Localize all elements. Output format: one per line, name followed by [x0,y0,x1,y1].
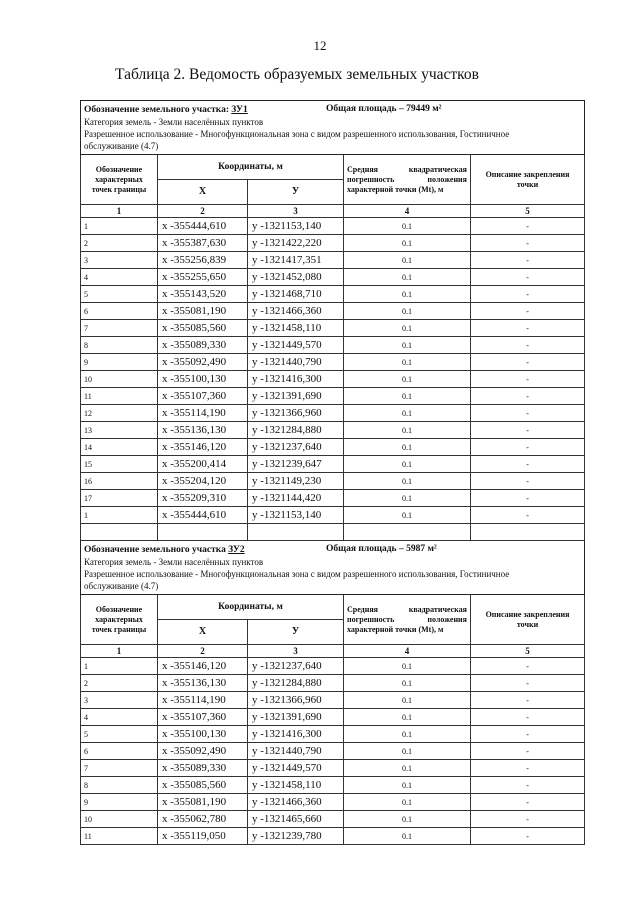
y-coordinate: y -1321449,570 [248,760,344,777]
table-row [81,811,585,828]
x-coordinate: x -355444,610 [158,218,248,235]
error-value: 0.1 [344,473,471,490]
error-value: 0.1 [344,726,471,743]
fixing-description: - [471,422,585,439]
error-value: 0.1 [344,490,471,507]
point-number: 9 [81,794,158,811]
fixing-description: - [471,269,585,286]
fixing-description: - [471,743,585,760]
point-number: 7 [81,320,158,337]
fixing-description: - [471,794,585,811]
x-coordinate: x -355256,839 [158,252,248,269]
header-coords: Координаты, м [158,155,344,180]
page-number: 12 [313,38,327,53]
point-number: 8 [81,337,158,354]
fixing-description: - [471,726,585,743]
y-coordinate: y -1321458,110 [248,777,344,794]
y-coordinate: y -1321153,140 [248,507,344,524]
fixing-description: - [471,337,585,354]
error-value: 0.1 [344,269,471,286]
table-row [81,269,585,286]
column-number: 5 [471,205,585,218]
x-coordinate: x -355136,130 [158,422,248,439]
fixing-description: - [471,811,585,828]
x-coordinate: x -355444,610 [158,507,248,524]
header-desc: Описание закрепления точки [471,155,585,205]
parcel-info-row [81,541,585,595]
column-number: 1 [81,205,158,218]
error-value: 0.1 [344,371,471,388]
error-value: 0.1 [344,388,471,405]
fixing-description: - [471,320,585,337]
column-numbers-row [81,645,585,658]
y-coordinate: y -1321440,790 [248,743,344,760]
y-coordinate: y -1321237,640 [248,658,344,675]
error-value: 0.1 [344,794,471,811]
error-value: 0.1 [344,456,471,473]
error-value: 0.1 [344,303,471,320]
point-number: 12 [81,405,158,422]
point-number: 6 [81,303,158,320]
error-value: 0.1 [344,422,471,439]
fixing-description: - [471,709,585,726]
point-number: 5 [81,726,158,743]
x-coordinate: x -355100,130 [158,371,248,388]
error-value: 0.1 [344,811,471,828]
y-coordinate: y -1321391,690 [248,709,344,726]
y-coordinate: y -1321366,960 [248,405,344,422]
table-row [81,726,585,743]
column-number: 3 [248,645,344,658]
header-y: У [248,620,344,645]
table-row [81,675,585,692]
error-value: 0.1 [344,743,471,760]
x-coordinate: x -355089,330 [158,337,248,354]
fixing-description: - [471,218,585,235]
table-title: Таблица 2. Ведомость образуемых земельных участков [115,66,479,83]
x-coordinate: x -355146,120 [158,439,248,456]
y-coordinate: y -1321466,360 [248,303,344,320]
x-coordinate: x -355200,414 [158,456,248,473]
point-number: 6 [81,743,158,760]
x-coordinate: x -355114,190 [158,405,248,422]
fixing-description: - [471,507,585,524]
point-number: 3 [81,692,158,709]
error-value: 0.1 [344,777,471,794]
point-number: 14 [81,439,158,456]
column-number: 1 [81,645,158,658]
point-number: 1 [81,658,158,675]
x-coordinate: x -355107,360 [158,388,248,405]
table-row [81,760,585,777]
header-x: X [158,620,248,645]
column-number: 4 [344,205,471,218]
y-coordinate: y -1321449,570 [248,337,344,354]
y-coordinate: y -1321366,960 [248,692,344,709]
error-value: 0.1 [344,709,471,726]
table-row [81,235,585,252]
point-number: 3 [81,252,158,269]
x-coordinate: x -355089,330 [158,760,248,777]
table-row [81,777,585,794]
y-coordinate: y -1321422,220 [248,235,344,252]
x-coordinate: x -355209,310 [158,490,248,507]
point-number: 4 [81,709,158,726]
fixing-description: - [471,658,585,675]
x-coordinate: x -355114,190 [158,692,248,709]
y-coordinate: y -1321144,420 [248,490,344,507]
parcel-info-row [81,101,585,155]
fixing-description: - [471,828,585,845]
error-value: 0.1 [344,218,471,235]
point-number: 2 [81,675,158,692]
parcel-code: ЗУ1 [231,105,248,115]
table-row [81,252,585,269]
fixing-description: - [471,490,585,507]
header-x: X [158,180,248,205]
table-row [81,490,585,507]
x-coordinate: x -355092,490 [158,354,248,371]
y-coordinate: y -1321465,660 [248,811,344,828]
point-number: 2 [81,235,158,252]
point-number: 10 [81,811,158,828]
x-coordinate: x -355062,780 [158,811,248,828]
table-row [81,218,585,235]
fixing-description: - [471,456,585,473]
parcel-label: Обозначение земельного участка [84,545,226,555]
y-coordinate: y -1321416,300 [248,726,344,743]
fixing-description: - [471,439,585,456]
permitted-use: Разрешенное использование - Многофункциональная зона с видом разрешенного использования, Гостиничное обслуживание (4.7) [84,569,510,591]
y-coordinate: y -1321239,647 [248,456,344,473]
x-coordinate: x -355085,560 [158,777,248,794]
point-number: 13 [81,422,158,439]
column-number: 2 [158,645,248,658]
error-value: 0.1 [344,337,471,354]
error-value: 0.1 [344,405,471,422]
land-category: Категория земель - Земли населённых пунктов [84,117,264,127]
fixing-description: - [471,286,585,303]
x-coordinate: x -355204,120 [158,473,248,490]
table-row [81,388,585,405]
y-coordinate: y -1321417,351 [248,252,344,269]
point-number: 1 [81,507,158,524]
fixing-description: - [471,473,585,490]
parcels-table [80,100,585,845]
y-coordinate: y -1321149,230 [248,473,344,490]
error-value: 0.1 [344,252,471,269]
x-coordinate: x -355100,130 [158,726,248,743]
spacer-row [81,524,585,541]
header-point: Обозначение характерных точек границы [81,595,158,645]
y-coordinate: y -1321239,780 [248,828,344,845]
table-row [81,337,585,354]
point-number: 11 [81,828,158,845]
fixing-description: - [471,235,585,252]
error-value: 0.1 [344,320,471,337]
header-desc: Описание закрепления точки [471,595,585,645]
y-coordinate: y -1321153,140 [248,218,344,235]
parcel-area: Общая площадь – 5987 м² [326,544,437,554]
point-number: 16 [81,473,158,490]
y-coordinate: y -1321458,110 [248,320,344,337]
table-row [81,286,585,303]
header-point: Обозначение характерных точек границы [81,155,158,205]
error-value: 0.1 [344,354,471,371]
parcel-info [81,541,585,595]
fixing-description: - [471,252,585,269]
x-coordinate: x -355081,190 [158,303,248,320]
error-value: 0.1 [344,675,471,692]
parcel-info [81,101,585,155]
column-number: 4 [344,645,471,658]
fixing-description: - [471,303,585,320]
land-category: Категория земель - Земли населённых пунктов [84,557,264,567]
x-coordinate: x -355092,490 [158,743,248,760]
x-coordinate: x -355136,130 [158,675,248,692]
error-value: 0.1 [344,658,471,675]
point-number: 7 [81,760,158,777]
header-row [81,155,585,180]
y-coordinate: y -1321416,300 [248,371,344,388]
y-coordinate: y -1321237,640 [248,439,344,456]
point-number: 5 [81,286,158,303]
x-coordinate: x -355119,050 [158,828,248,845]
error-value: 0.1 [344,235,471,252]
y-coordinate: y -1321391,690 [248,388,344,405]
fixing-description: - [471,354,585,371]
point-number: 10 [81,371,158,388]
column-numbers-row [81,205,585,218]
error-value: 0.1 [344,828,471,845]
table-row [81,828,585,845]
table-row [81,794,585,811]
table-row [81,473,585,490]
x-coordinate: x -355255,650 [158,269,248,286]
x-coordinate: x -355146,120 [158,658,248,675]
table-row [81,422,585,439]
fixing-description: - [471,371,585,388]
header-error: Средняя квадратическая погрешность положения характерной точки (Mt), м [344,595,471,645]
fixing-description: - [471,388,585,405]
point-number: 1 [81,218,158,235]
table-row [81,439,585,456]
table-row [81,709,585,726]
column-number: 5 [471,645,585,658]
parcel-area: Общая площадь – 79449 м² [326,104,442,114]
column-number: 3 [248,205,344,218]
table-row [81,354,585,371]
fixing-description: - [471,405,585,422]
table-row [81,658,585,675]
y-coordinate: y -1321452,080 [248,269,344,286]
x-coordinate: x -355387,630 [158,235,248,252]
table-row [81,692,585,709]
y-coordinate: y -1321284,880 [248,422,344,439]
error-value: 0.1 [344,692,471,709]
table-row [81,320,585,337]
x-coordinate: x -355143,520 [158,286,248,303]
error-value: 0.1 [344,286,471,303]
point-number: 4 [81,269,158,286]
x-coordinate: x -355107,360 [158,709,248,726]
error-value: 0.1 [344,439,471,456]
parcel-label: Обозначение земельного участка: [84,105,230,115]
error-value: 0.1 [344,507,471,524]
table-row [81,303,585,320]
point-number: 8 [81,777,158,794]
point-number: 15 [81,456,158,473]
point-number: 11 [81,388,158,405]
fixing-description: - [471,777,585,794]
header-y: У [248,180,344,205]
table-row [81,456,585,473]
point-number: 17 [81,490,158,507]
header-row [81,595,585,620]
error-value: 0.1 [344,760,471,777]
header-error: Средняя квадратическая погрешность положения характерной точки (Mt), м [344,155,471,205]
point-number: 9 [81,354,158,371]
table-row [81,743,585,760]
fixing-description: - [471,692,585,709]
table-row [81,371,585,388]
parcel-code: ЗУ2 [228,545,245,555]
y-coordinate: y -1321468,710 [248,286,344,303]
x-coordinate: x -355085,560 [158,320,248,337]
fixing-description: - [471,760,585,777]
table-row [81,405,585,422]
y-coordinate: y -1321284,880 [248,675,344,692]
column-number: 2 [158,205,248,218]
header-coords: Координаты, м [158,595,344,620]
y-coordinate: y -1321466,360 [248,794,344,811]
permitted-use: Разрешенное использование - Многофункциональная зона с видом разрешенного использования, Гостиничное обслуживание (4.7) [84,129,510,151]
x-coordinate: x -355081,190 [158,794,248,811]
fixing-description: - [471,675,585,692]
table-row [81,507,585,524]
y-coordinate: y -1321440,790 [248,354,344,371]
